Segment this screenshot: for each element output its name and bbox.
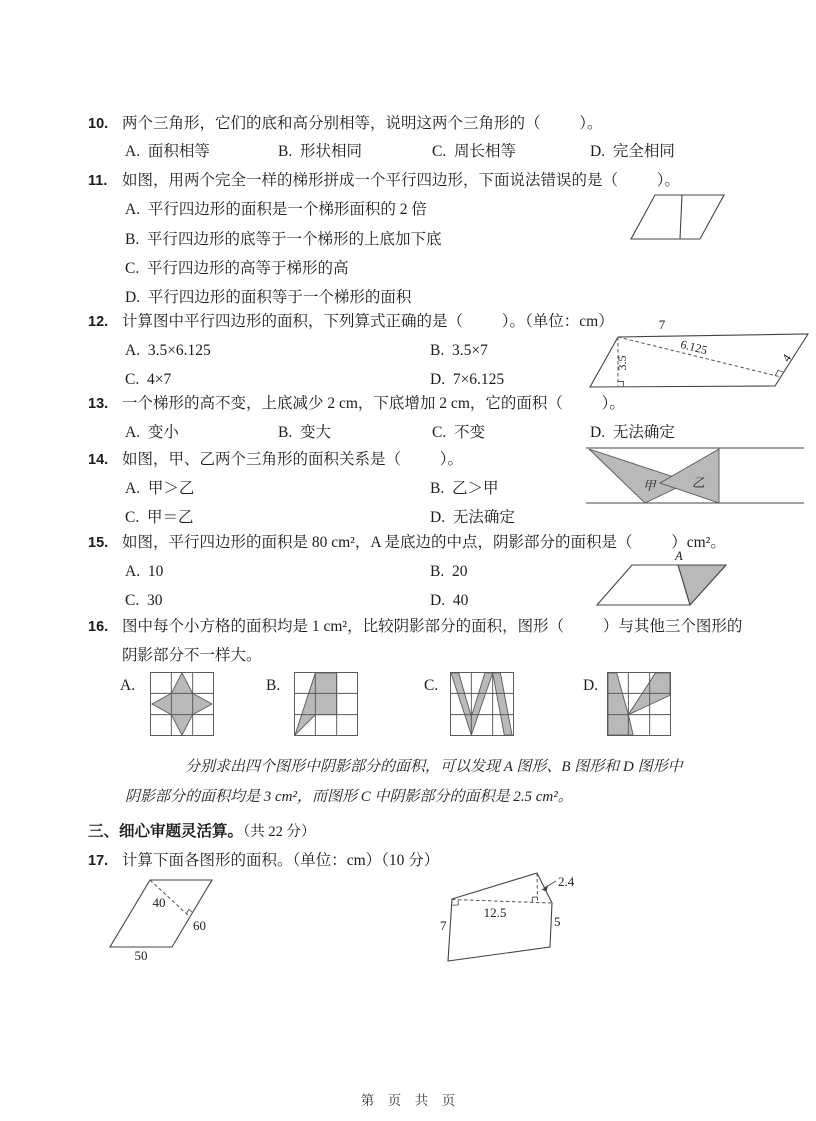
q17-figure-right-pentagon (440, 866, 585, 968)
q16-grid-label-a: A. (120, 677, 136, 694)
q14-option-a: A. 甲＞乙 (125, 480, 195, 497)
q11-number: 11. (88, 173, 108, 189)
q10-option-a: A. 面积相等 (125, 143, 210, 160)
label-right-side: 4 (779, 351, 795, 365)
q13-option-b: B. 变大 (278, 424, 331, 441)
q12-option-c: C. 4×7 (125, 371, 172, 388)
label-yi: 乙 (692, 476, 705, 490)
q12-figure-parallelogram (585, 315, 813, 397)
right-angle-mark-base (618, 382, 624, 387)
q11-option-c: C. 平行四边形的高等于梯形的高 (125, 260, 349, 277)
q14-number: 14. (88, 452, 109, 468)
q12-stem: 计算图中平行四边形的面积，下列算式正确的是（ ）。（单位：cm） (122, 313, 614, 330)
q10-option-b: B. 形状相同 (278, 143, 362, 160)
label-2-4: 2.4 (558, 874, 575, 889)
q14-option-c: C. 甲＝乙 (125, 509, 194, 526)
q15-number: 15. (88, 535, 109, 551)
shaded-star (152, 673, 212, 735)
q16-grid-figure-b (294, 672, 358, 736)
q10-option-c: C. 周长相等 (432, 143, 516, 160)
label-base-50: 50 (134, 948, 148, 963)
q17-stem: 计算下面各图形的面积。（单位：cm）（10 分） (122, 852, 440, 869)
section3-score: （共 22 分） (243, 824, 316, 840)
label-height-40: 40 (152, 895, 166, 910)
horizontal-dashed-line (452, 900, 551, 904)
arrow-line (544, 881, 556, 888)
q10-number: 10. (88, 116, 109, 132)
q13-number: 13. (88, 396, 109, 412)
q16-answer-line2: 阴影部分的面积均是 3 cm²，而图形 C 中阴影部分的面积是 2.5 cm²。 (125, 789, 573, 805)
q16-grid-figure-a-star (150, 672, 214, 736)
q13-option-d: D. 无法确定 (590, 424, 675, 441)
q13-stem: 一个梯形的高不变，上底减少 2 cm，下底增加 2 cm，它的面积（ ）。 (122, 395, 625, 412)
q12-option-a: A. 3.5×6.125 (125, 342, 211, 359)
q14-figure-two-triangles-between-parallel-lines (586, 443, 806, 507)
section3-heading (88, 822, 316, 842)
q13-option-a: A. 变小 (125, 424, 179, 441)
label-top-side: 7 (658, 317, 666, 332)
label-5: 5 (554, 914, 561, 929)
q15-option-d: D. 40 (430, 592, 469, 609)
q11-option-a: A. 平行四边形的面积是一个梯形面积的 2 倍 (125, 201, 427, 218)
q10-stem: 两个三角形，它们的底和高分别相等，说明这两个三角形的（ ）。 (122, 115, 603, 132)
shaded-triangle (678, 565, 726, 605)
q16-grid-label-d: D. (583, 677, 599, 694)
apex-height-dashed-line (537, 873, 538, 902)
q12-number: 12. (88, 314, 109, 330)
right-angle-mark-apex-foot (532, 897, 537, 903)
q15-option-c: C. 30 (125, 592, 163, 609)
q12-option-d: D. 7×6.125 (430, 371, 505, 388)
q16-answer-line1: 分别求出四个图形中阴影部分的面积，可以发现 A 图形、B 图形和 D 图形中 (185, 759, 683, 775)
shaded-right-stroke (493, 673, 512, 735)
q10-option-d: D. 完全相同 (590, 143, 675, 160)
label-side-60: 60 (193, 918, 206, 933)
q11-option-b: B. 平行四边形的底等于一个梯形的上底加下底 (125, 231, 442, 248)
trapezoid-divider-line (680, 195, 682, 239)
q16-grid-label-c: C. (424, 677, 439, 694)
q15-option-b: B. 20 (430, 563, 468, 580)
q16-stem-line1: 图中每个小方格的面积均是 1 cm²，比较阴影部分的面积，图形（ ）与其他三个图形的 (122, 618, 743, 635)
q16-stem-line2: 阴影部分不一样大。 (122, 647, 262, 664)
q14-option-d: D. 无法确定 (430, 509, 515, 526)
parallelogram-outline (631, 195, 724, 239)
q15-stem: 如图，平行四边形的面积是 80 cm²，A 是底边的中点，阴影部分的面积是（ ）cm²。 (122, 534, 726, 551)
q14-stem: 如图，甲、乙两个三角形的面积关系是（ ）。 (122, 451, 464, 468)
q11-stem: 如图，用两个完全一样的梯形拼成一个平行四边形，下面说法错误的是（ ）。 (122, 172, 681, 189)
label-diagonal: 6.125 (679, 337, 709, 358)
q15-figure-parallelogram-with-shaded-triangle (595, 548, 735, 612)
section3-title: 三、细心审题灵活算。 (88, 823, 244, 840)
q12-option-b: B. 3.5×7 (430, 342, 488, 359)
label-height: 3.5 (615, 355, 629, 371)
q11-option-d: D. 平行四边形的面积等于一个梯形的面积 (125, 289, 412, 306)
q16-grid-figure-c-w-shape (450, 672, 514, 736)
q17-number: 17. (88, 853, 109, 869)
q15-option-a: A. 10 (125, 563, 164, 580)
page-footer: 第 页 共 页 (360, 1093, 456, 1108)
q17-figure-left-parallelogram (103, 872, 223, 962)
label-jia: 甲 (643, 479, 656, 493)
q16-grid-label-b: B. (266, 677, 281, 694)
q16-grid-figure-d (607, 672, 671, 736)
q11-figure-parallelogram-of-two-trapezoids (630, 194, 726, 241)
label-12-5: 12.5 (483, 905, 507, 920)
right-angle-mark-top-left (453, 900, 459, 906)
q16-number: 16. (88, 619, 109, 635)
label-point-a: A (675, 549, 683, 563)
shaded-diagonal-band (628, 673, 670, 715)
arrow-head (542, 886, 549, 891)
right-angle-mark (186, 909, 192, 913)
shaded-left-wedge (608, 673, 633, 735)
q13-option-c: C. 不变 (432, 424, 485, 441)
label-7: 7 (440, 918, 447, 933)
q14-option-b: B. 乙＞甲 (430, 480, 499, 497)
